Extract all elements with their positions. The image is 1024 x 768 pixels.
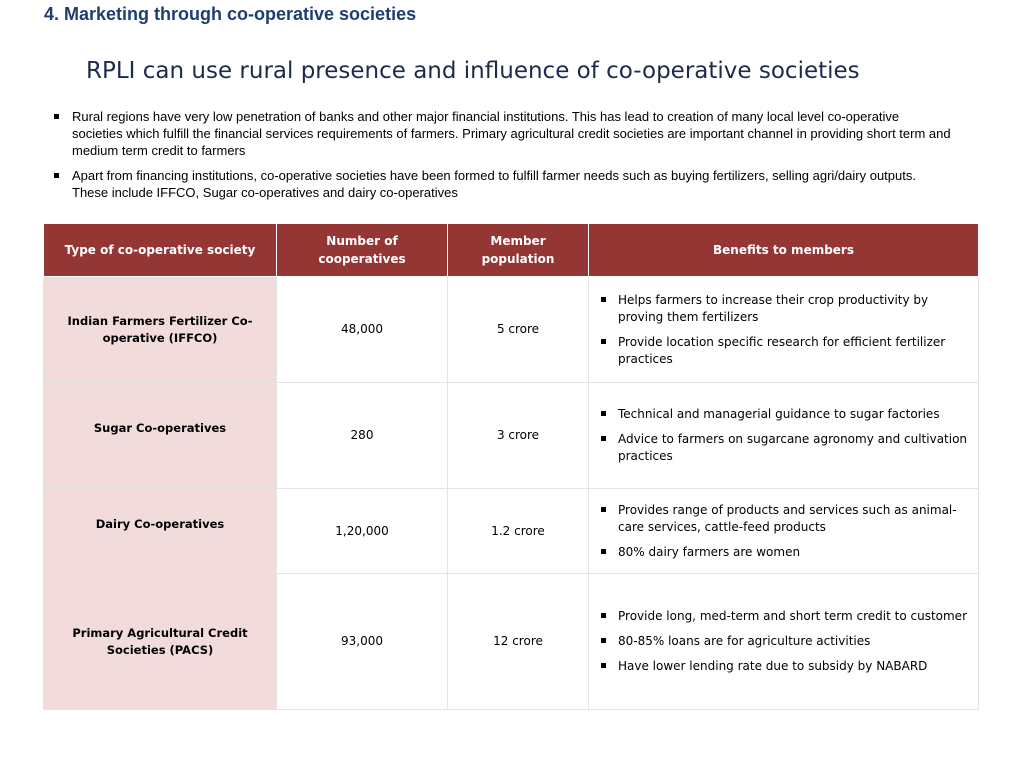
benefit-list — [599, 608, 968, 675]
square-bullet-icon — [601, 436, 606, 441]
society-type: Primary Agricultural Credit Societies (PACS) — [44, 574, 277, 710]
benefit-item: 80% dairy farmers are women — [599, 544, 968, 561]
cooperative-count: 1,20,000 — [277, 489, 448, 574]
benefit-item: Helps farmers to increase their crop productivity by proving them fertilizers — [599, 292, 968, 326]
intro-bullet — [52, 167, 952, 201]
cooperative-societies-table — [43, 223, 979, 710]
benefits-cell — [589, 383, 979, 489]
member-population: 12 crore — [448, 574, 589, 710]
table-row — [44, 277, 979, 383]
square-bullet-icon — [601, 507, 606, 512]
square-bullet-icon — [601, 411, 606, 416]
benefit-item: Advice to farmers on sugarcane agronomy and cultivation practices — [599, 431, 968, 465]
slide-title: RPLI can use rural presence and influence of co-operative societies — [86, 58, 860, 84]
benefit-list — [599, 502, 968, 561]
society-type: Sugar Co-operatives — [44, 383, 277, 489]
member-population: 1.2 crore — [448, 489, 589, 574]
intro-bullet-list — [52, 108, 952, 209]
benefit-item: Have lower lending rate due to subsidy by NABARD — [599, 658, 968, 675]
header-number: Number of cooperatives — [277, 224, 448, 277]
square-bullet-icon — [601, 339, 606, 344]
square-bullet-icon — [54, 173, 59, 178]
square-bullet-icon — [601, 638, 606, 643]
intro-bullet-text: Rural regions have very low penetration of banks and other major financial institutions. This has lead to creation of many local level co-operative societies which fulfill the financial services requirements of farmers. Primary agricultural credit societies are important channel in providing short term and medium term credit to farmers — [72, 109, 951, 158]
benefit-item: Provide location specific research for efficient fertilizer practices — [599, 334, 968, 368]
member-population: 5 crore — [448, 277, 589, 383]
intro-bullet — [52, 108, 952, 159]
benefit-list — [599, 292, 968, 368]
society-type: Dairy Co-operatives — [44, 489, 277, 574]
square-bullet-icon — [601, 613, 606, 618]
header-benefits: Benefits to members — [589, 224, 979, 277]
benefit-item: Provides range of products and services such as animal-care services, cattle-feed products — [599, 502, 968, 536]
society-type: Indian Farmers Fertilizer Co-operative (IFFCO) — [44, 277, 277, 383]
header-type: Type of co-operative society — [44, 224, 277, 277]
square-bullet-icon — [54, 114, 59, 119]
benefit-item: 80-85% loans are for agriculture activities — [599, 633, 968, 650]
member-population: 3 crore — [448, 383, 589, 489]
cooperative-count: 93,000 — [277, 574, 448, 710]
benefit-item: Technical and managerial guidance to sugar factories — [599, 406, 968, 423]
header-population: Member population — [448, 224, 589, 277]
square-bullet-icon — [601, 297, 606, 302]
square-bullet-icon — [601, 549, 606, 554]
cooperative-count: 280 — [277, 383, 448, 489]
benefit-item: Provide long, med-term and short term credit to customer — [599, 608, 968, 625]
cooperative-count: 48,000 — [277, 277, 448, 383]
table-row — [44, 383, 979, 489]
benefits-cell — [589, 489, 979, 574]
section-title: 4. Marketing through co-operative societies — [44, 4, 417, 24]
table-row — [44, 574, 979, 710]
benefits-cell — [589, 277, 979, 383]
table-row — [44, 489, 979, 574]
table-header-row — [44, 224, 979, 277]
intro-bullet-text: Apart from financing institutions, co-operative societies have been formed to fulfill farmer needs such as buying fertilizers, selling agri/dairy outputs. These include IFFCO, Sugar co-operatives and dairy co-operatives — [72, 168, 916, 200]
square-bullet-icon — [601, 663, 606, 668]
benefits-cell — [589, 574, 979, 710]
benefit-list — [599, 406, 968, 465]
